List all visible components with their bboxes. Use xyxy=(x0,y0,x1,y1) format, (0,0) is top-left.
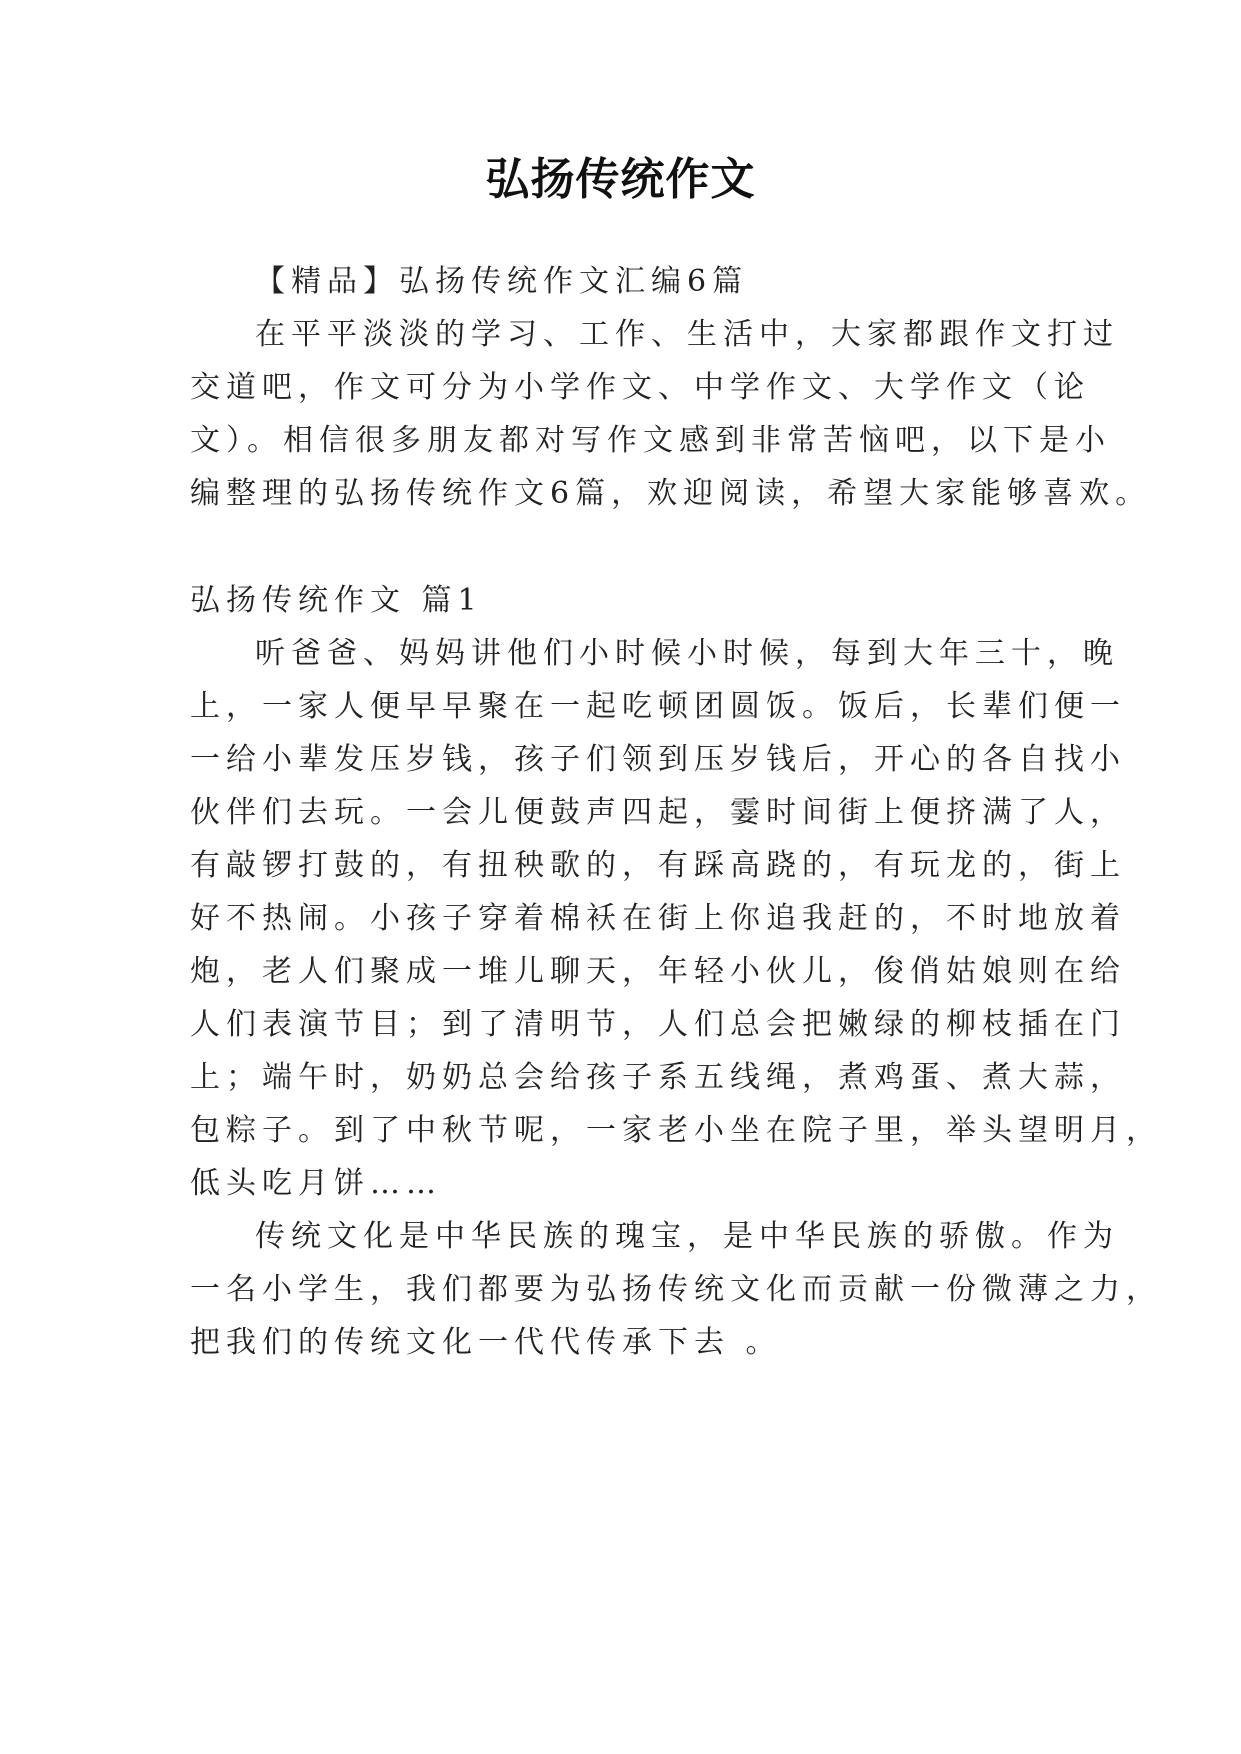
intro-line: 交道吧，作文可分为小学作文、中学作文、大学作文（论 xyxy=(190,370,1090,405)
paragraph-line: 有敲锣打鼓的，有扭秧歌的，有踩高跷的，有玩龙的，街上 xyxy=(190,848,1126,883)
paragraph-line: 听爸爸、妈妈讲他们小时候小时候，每到大年三十，晚 xyxy=(255,636,1119,671)
intro-line: 编整理的弘扬传统作文6篇，欢迎阅读，希望大家能够喜欢。 xyxy=(190,476,1152,511)
paragraph-line: 一给小辈发压岁钱，孩子们领到压岁钱后，开心的各自找小 xyxy=(190,742,1126,777)
paragraph-line: 一名小学生，我们都要为弘扬传统文化而贡献一份微薄之力， xyxy=(190,1272,1162,1307)
section-heading: 弘扬传统作文 篇1 xyxy=(190,583,483,618)
intro-line: 文）。相信很多朋友都对写作文感到非常苦恼吧，以下是小 xyxy=(190,423,1111,458)
paragraph-line: 包粽子。到了中秋节呢，一家老小坐在院子里，举头望明月， xyxy=(190,1113,1162,1148)
paragraph-line: 伙伴们去玩。一会儿便鼓声四起，霎时间街上便挤满了人， xyxy=(190,795,1126,830)
paragraph-line: 炮，老人们聚成一堆儿聊天，年轻小伙儿，俊俏姑娘则在给 xyxy=(190,954,1126,989)
paragraph-line: 传统文化是中华民族的瑰宝，是中华民族的骄傲。作为 xyxy=(255,1219,1119,1254)
paragraph-line: 好不热闹。小孩子穿着棉袄在街上你追我赶的，不时地放着 xyxy=(190,901,1126,936)
document-title: 弘扬传统作文 xyxy=(485,154,756,205)
intro-line: 在平平淡淡的学习、工作、生活中，大家都跟作文打过 xyxy=(255,317,1119,352)
intro-subtitle: 【精品】弘扬传统作文汇编6篇 xyxy=(255,264,749,299)
paragraph-line: 上，一家人便早早聚在一起吃顿团圆饭。饭后，长辈们便一 xyxy=(190,689,1126,724)
paragraph-line: 低头吃月饼…… xyxy=(190,1166,442,1201)
paragraph-line: 上；端午时，奶奶总会给孩子系五线绳，煮鸡蛋、煮大蒜， xyxy=(190,1060,1126,1095)
paragraph-line: 把我们的传统文化一代代传承下去 。 xyxy=(190,1325,782,1360)
paragraph-line: 人们表演节目；到了清明节，人们总会把嫩绿的柳枝插在门 xyxy=(190,1007,1126,1042)
